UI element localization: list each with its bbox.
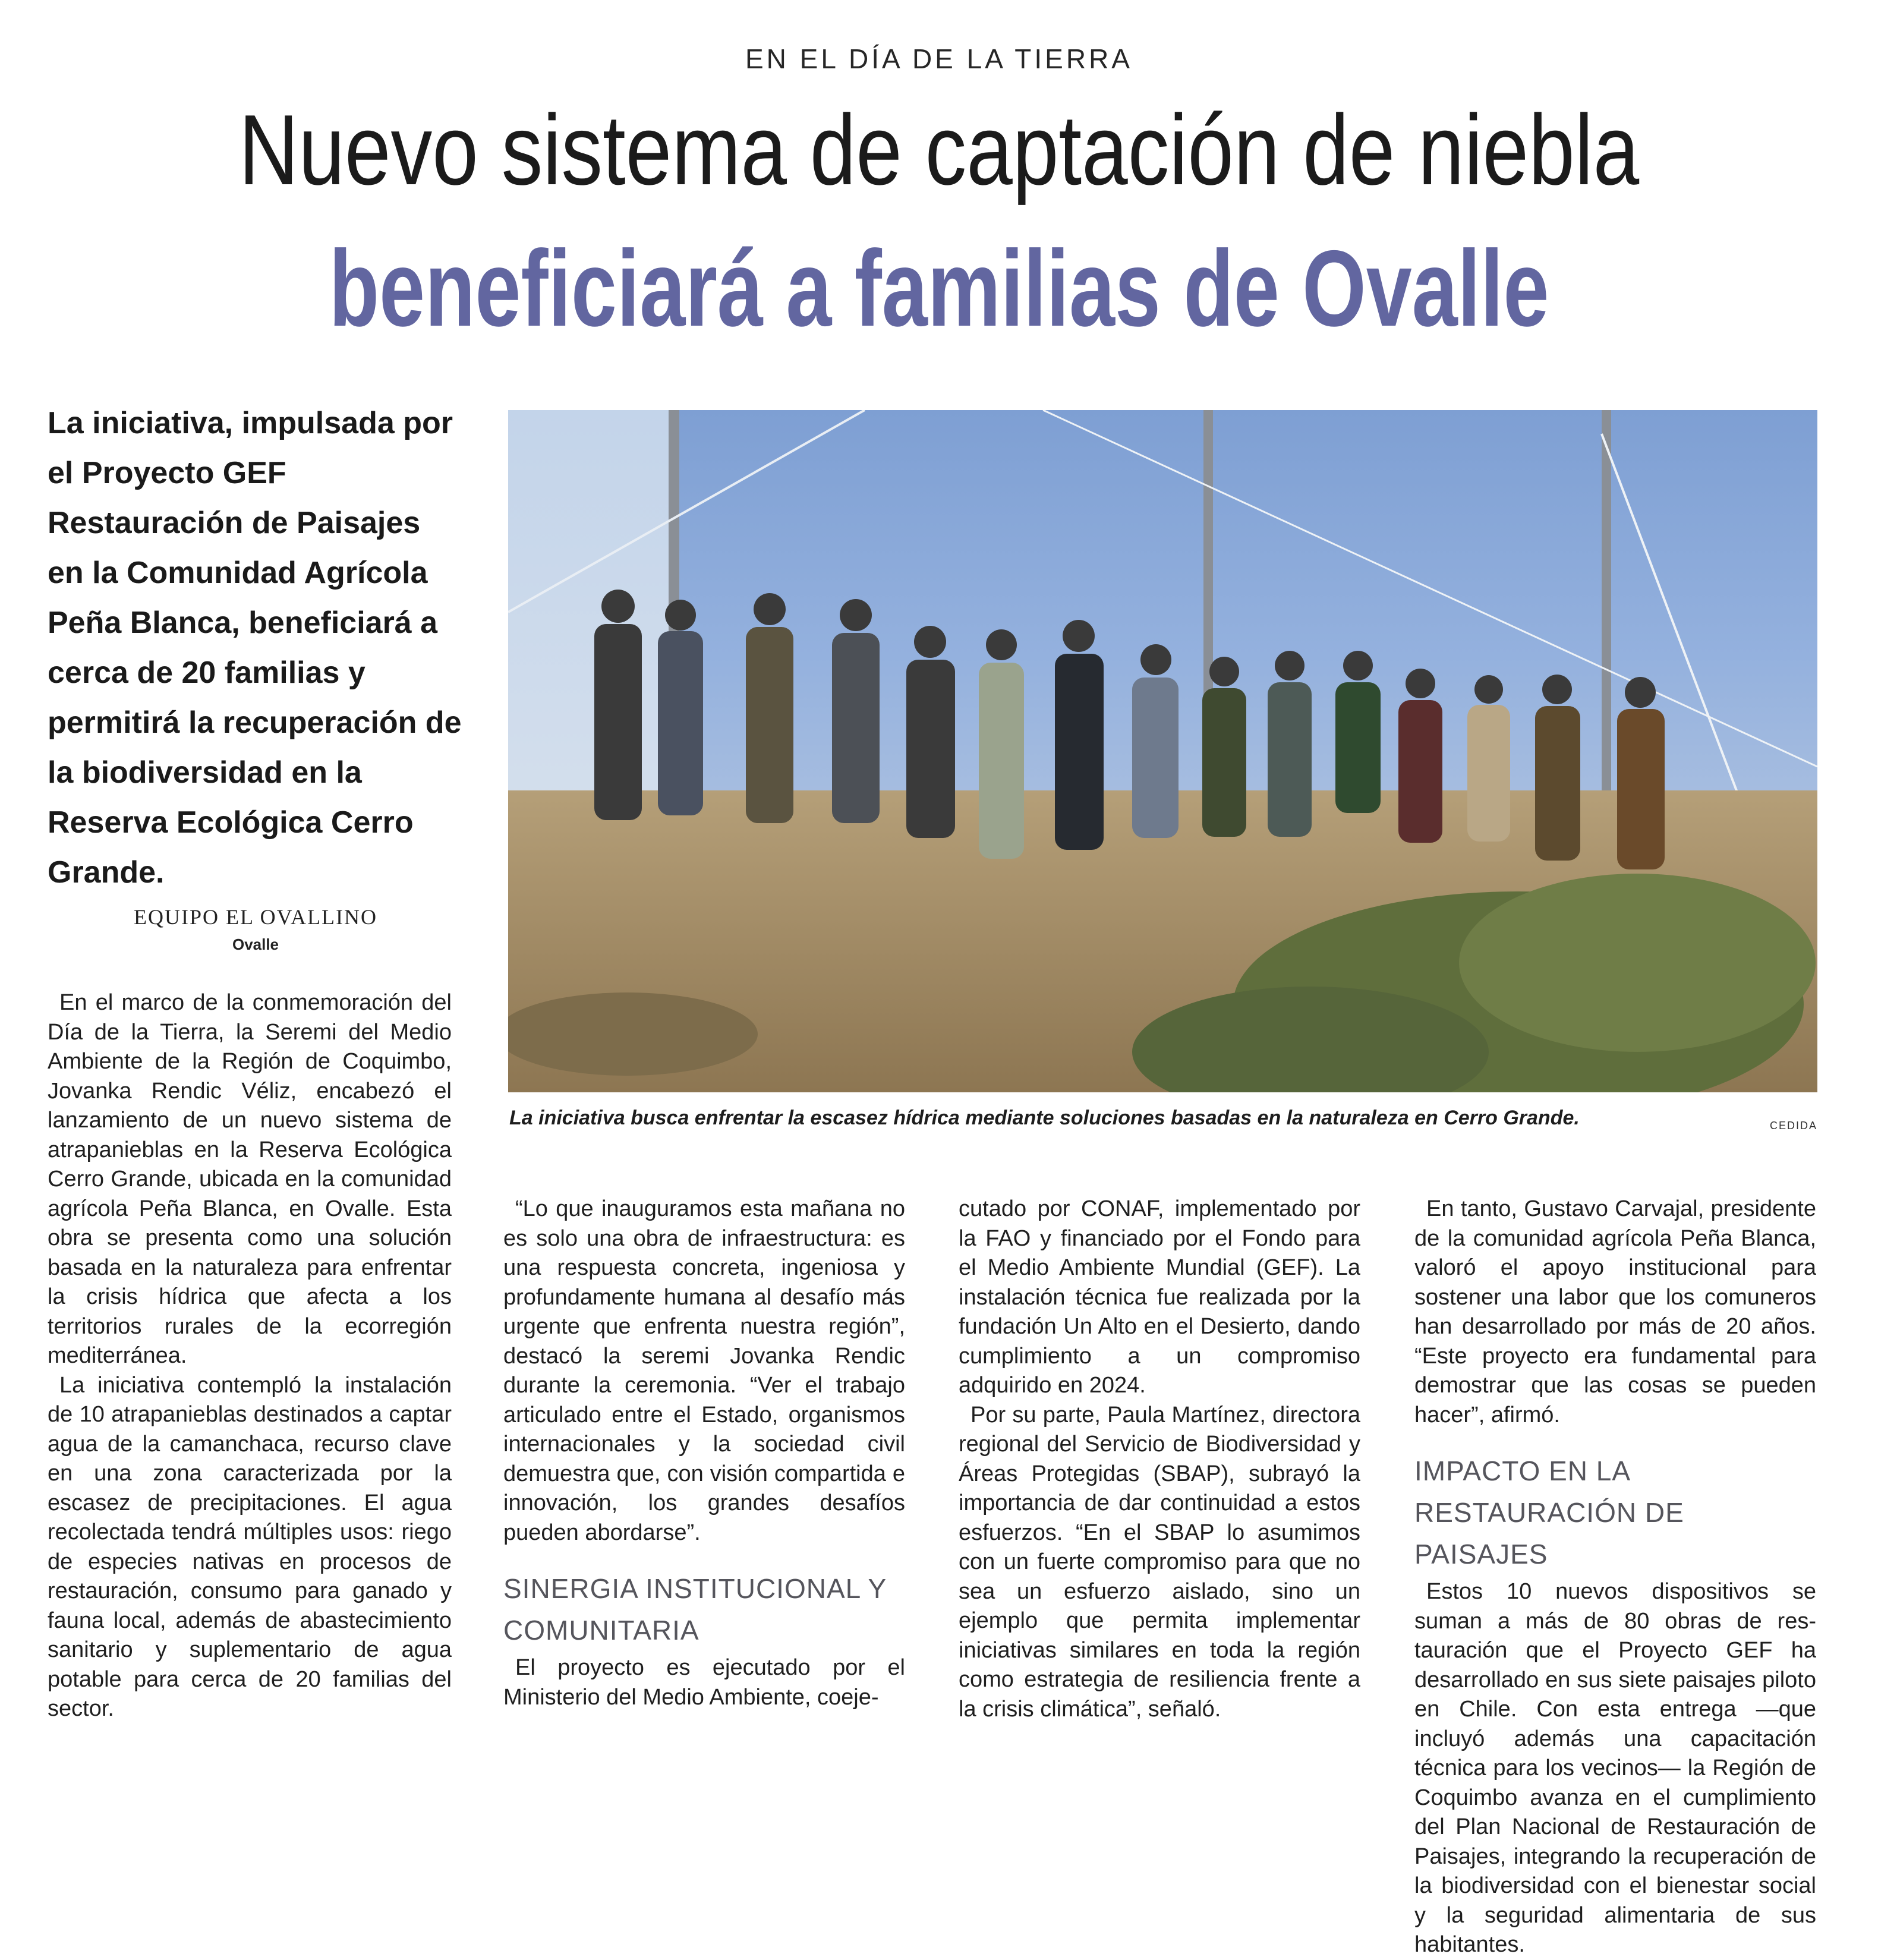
headline-line-2: beneficiará a familias de Ovalle [329, 228, 1549, 349]
byline-author: EQUIPO EL OVALLINO [134, 905, 377, 929]
body-column-3 [959, 1195, 1360, 1724]
body-paragraph: El proyecto es ejecutado por el Ministerio del Medio Ambiente, coeje- [503, 1655, 905, 1710]
body-paragraph: Por su parte, Paula Martínez, directora regional del Servicio de Biodiversidad y Áreas Protegidas (SBAP), subrayó la importancia de dar continuidad a estos esfuerzos. “En el SBAP lo asumimos con un fuerte compromiso para que no sea un esfuerzo aislado, sino un ejemplo que permita implementar iniciativas similares en toda la región como estrategia de resiliencia frente a la crisis climática”, señaló. [959, 1402, 1360, 1722]
body-paragraph: Estos 10 nuevos dispositivos se suman a más de 80 obras de restauración que el Proyecto GEF ha desarrollado en sus siete paisajes piloto en Chile. Con esta entrega —que incluyó además una capacitación técnica para los vecinos— la Región de Coquimbo avanza en el cumplimiento del Plan Nacional de Restauración de Paisajes, integrando la recuperación de la biodiversidad con el bienestar social y la seguridad alimentaria de sus habitantes. [1414, 1579, 1816, 1957]
body-column-1 [48, 988, 452, 1724]
byline-city: Ovalle [232, 935, 279, 953]
byline [48, 905, 464, 954]
photo-caption: La iniciativa busca enfrentar la escasez hídrica mediante soluciones basadas en la naturaleza en Cerro Grande. [509, 1107, 1580, 1129]
body-paragraph: “Lo que inauguramos esta mañana no es solo una obra de infraestructura: es una respuesta concreta, ingeniosa y profundamente humana al desafío más urgente que enfrenta nuestra región”, destacó la seremi Jovanka Rendic durante la ceremonia. “Ver el trabajo articulado entre el Estado, organismos internacionales y la sociedad civil demuestra que, con visión compartida e innovación, los grandes desafíos pueden abordarse”. [503, 1196, 905, 1545]
lede-paragraph: La iniciativa, impulsada por el Proyecto GEF Restauración de Paisajes en la Comunidad Agrícola Peña Blanca, beneficiará a cerca de 20 familias y permitirá la recuperación de la biodiversidad en la Reserva Ecológica Cerro Grande. [48, 406, 462, 890]
photo-illustration [508, 410, 1817, 1092]
body-paragraph: En el marco de la conmemoración del Día de la Tierra, la Seremi del Medio Ambiente de la Región de Coquimbo, Jovanka Rendic Véliz, encabezó el lanzamiento de un nuevo sistema de atrapanieblas en la Reserva Ecológica Cerro Grande, ubicada en la comunidad agrícola Peña Blanca, en Ovalle. Esta obra se presenta como una solución basada en la naturaleza para enfrentar la crisis hídrica que afecta a los territorios rurales de la ecorregión mediterránea. [48, 990, 452, 1368]
subhead-impacto: IMPACTO EN LA RESTAURACIÓN DE PAISAJES [1414, 1455, 1684, 1570]
photo-credit: CEDIDA [1769, 1120, 1817, 1132]
body-paragraph: La iniciativa contempló la instalación de 10 atrapanieblas destinados a captar agua de la camanchaca, recurso clave en una zona caracterizada por la escasez de precipitaciones. El agua recolectada tendrá múltiples usos: riego de especies nativas en procesos de restauración, consumo para ganado y fauna local, además de abastecimiento sanitario y suplementario de agua potable para cerca de 20 familias del sector. [48, 1372, 452, 1721]
body-column-4 [1414, 1195, 1816, 1960]
subhead-sinergia: SINERGIA INSTITUCIONAL Y COMUNITARIA [503, 1573, 887, 1646]
body-paragraph: En tanto, Gustavo Carvajal, presidente de la comunidad agrícola Peña Blanca, valoró el apoyo institucional para sostener una labor que los comuneros han desarrollado por más de 20 años. “Este proyecto era fundamental para demostrar que las cosas se pueden hacer”, afirmó. [1414, 1196, 1816, 1428]
headline-line-1: Nuevo sistema de captación de niebla [238, 94, 1640, 206]
article-photo [508, 410, 1817, 1092]
section-kicker: EN EL DÍA DE LA TIERRA [745, 43, 1133, 74]
body-paragraph: cutado por CONAF, implementado por la FAO y financiado por el Fondo para el Medio Ambiente Mundial (GEF). La instalación técnica fue realizada por la fundación Un Alto en el Desierto, dando cumplimiento a un compromiso adquirido en 2024. [959, 1196, 1360, 1398]
body-column-2 [503, 1195, 905, 1712]
